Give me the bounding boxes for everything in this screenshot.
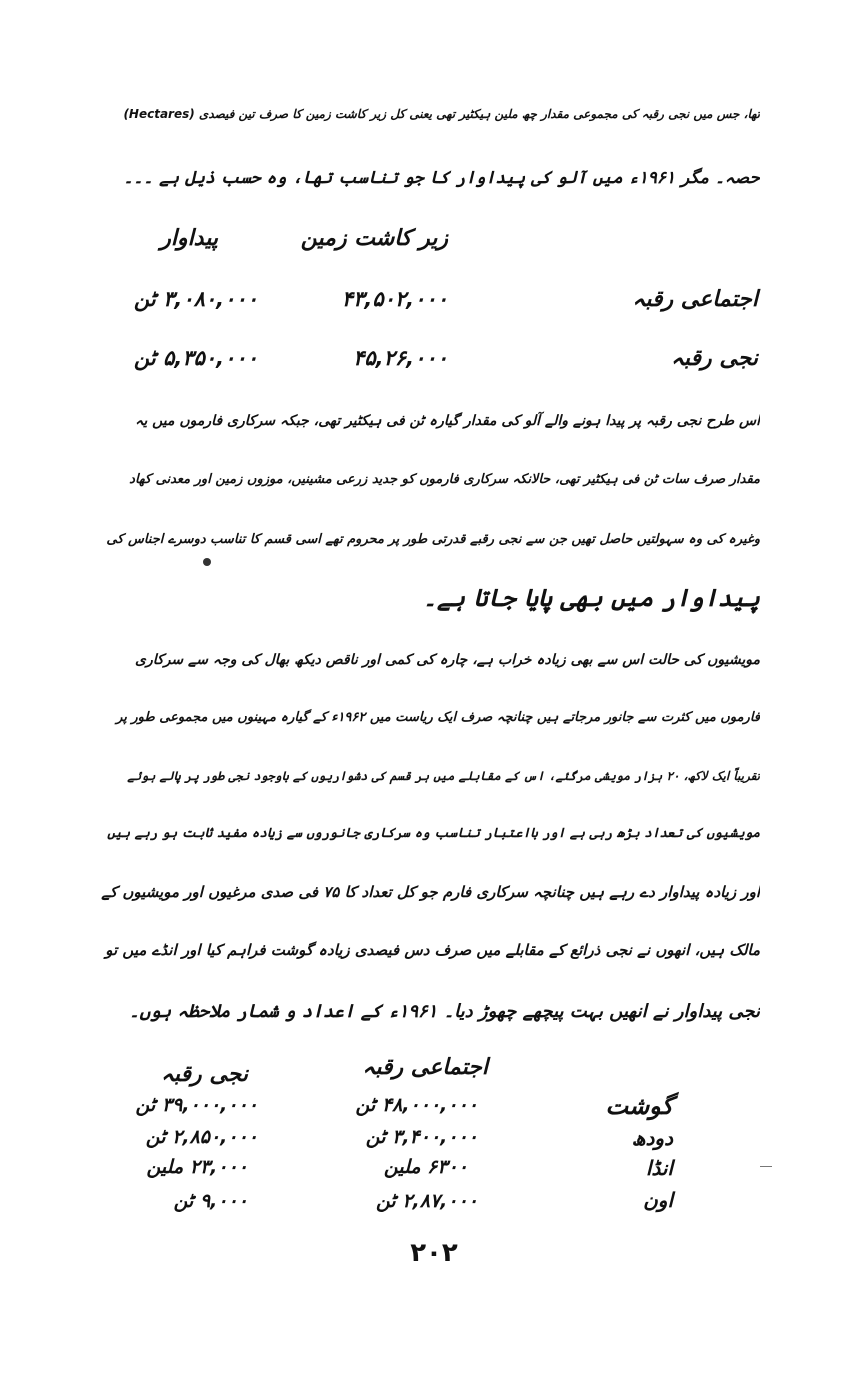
table2-row-label: انڈا [645,1156,673,1180]
paragraph3-line: مالک ہیں، انھوں نے نجی ذرائع کے مقابلے میں صرف دس فیصدی زیادہ گوشت فراہم کیا اور انڈے میں تو [105,941,760,959]
paragraph3-line: فارموں میں کثرت سے جانور مرجاتے ہیں چنانچہ صرف ایک ریاست میں ۱۹۶۲ء کے گیارہ مہینوں میں مجموعی طور پر [116,710,760,725]
table2-row-collective: ۲,۸۷,۰۰۰ ٹن [375,1190,478,1212]
table2-header-private: نجی رقبہ [161,1062,248,1087]
paragraph3-line: اور زیادہ پیداوار دے رہے ہیں چنانچہ سرکاری فارم جو کل تعداد کا ۷۵ فی صدی مرغیوں اور مویشیوں کے [101,883,760,901]
table1-row-output: ۵,۳۵۰,۰۰۰ ٹن [133,346,258,370]
table2-header-collective: اجتماعی رقبہ [362,1055,488,1080]
paragraph2-line: پیداوار میں بھی پایا جاتا ہے۔ [422,584,760,612]
paragraph3-line: مویشیوں کی حالت اس سے بھی زیادہ خراب ہے، چارہ کی کمی اور ناقص دیکھ بھال کی وجہ سے سرکاری [135,652,760,668]
table1-row-label: نجی رقبہ [671,346,758,371]
table2-row-label: دودھ [631,1126,673,1150]
table2-row-collective: ۳,۴۰۰,۰۰۰ ٹن [365,1126,478,1148]
table1-row-area: ۴۵,۲۶,۰۰۰ [353,346,448,370]
table2-row-label: گوشت [605,1092,673,1120]
table1-row-area: ۴۳,۵۰۲,۰۰۰ [341,287,448,311]
table1-header-output: پیداوار [160,226,218,251]
page-number: ۲۰۲ [410,1238,458,1268]
paragraph1-line: حصہ۔ مگر ۱۹۶۱ء میں آلو کی پیداوار کا جو تناسب تھا، وہ حسب ذیل ہے ۔۔۔ [123,168,760,188]
paragraph2-line: مقدار صرف سات ٹن فی ہیکٹیر تھی، حالانکہ سرکاری فارموں کو جدید زرعی مشینیں، موزوں زمین اور معدنی کھاد [129,472,760,487]
table2-row-private: ۲,۸۵۰,۰۰۰ ٹن [145,1126,258,1148]
table1-row-label: اجتماعی رقبہ [632,287,758,312]
table2-row-private: ۲۳,۰۰۰ ملین [146,1156,248,1178]
paragraph2-line: وغیرہ کی وہ سہولتیں حاصل تھیں جن سے نجی رقبے قدرتی طور پر محروم تھے اسی قسم کا تناسب دوسرے اجناس کی [106,532,760,547]
margin-mark [760,1166,772,1167]
paragraph3-line: تقریباً ایک لاکھ، ۲۰ ہزار مویشی مرگئے، اس کے مقابلے میں ہر قسم کی دشواریوں کے باوجود نجی طور پر پالے ہوئے [127,769,760,783]
table1-header-area: زیر کاشت زمین [300,226,448,251]
table2-row-collective: ۴۸,۰۰۰,۰۰۰ ٹن [355,1094,478,1116]
paragraph1-line: (Hectares) تھا، جس میں نجی رقبہ کی مجموعی مقدار چھ ملین ہیکٹیر تھی یعنی کل زیر کاشت زمین کا صرف تین فیصدی [123,107,760,121]
table1-row-output: ۳,۰۸۰,۰۰۰ ٹن [133,287,258,311]
table2-row-private: ۹,۰۰۰ ٹن [173,1190,248,1212]
table2-row-label: اون [643,1188,673,1212]
paragraph3-line: نجی پیداوار نے انھیں بہت پیچھے چھوڑ دیا۔ ۱۹۶۱ء کے اعداد و شمار ملاحظہ ہوں۔ [129,1001,760,1022]
paragraph3-line: مویشیوں کی تعداد بڑھ رہی ہے اور بااعتبار تناسب وہ سرکاری جانوروں سے زیادہ مفید ثابت ہو رہے ہیں [107,826,760,841]
table2-row-collective: ۶۳۰۰ ملین [383,1156,468,1178]
ink-speck [203,558,211,566]
paragraph2-line: اس طرح نجی رقبہ پر پیدا ہونے والے آلو کی مقدار گیارہ ٹن فی ہیکٹیر تھی، جبکہ سرکاری فارموں میں یہ [135,413,760,429]
table2-row-private: ۳۹,۰۰۰,۰۰۰ ٹن [135,1094,258,1116]
